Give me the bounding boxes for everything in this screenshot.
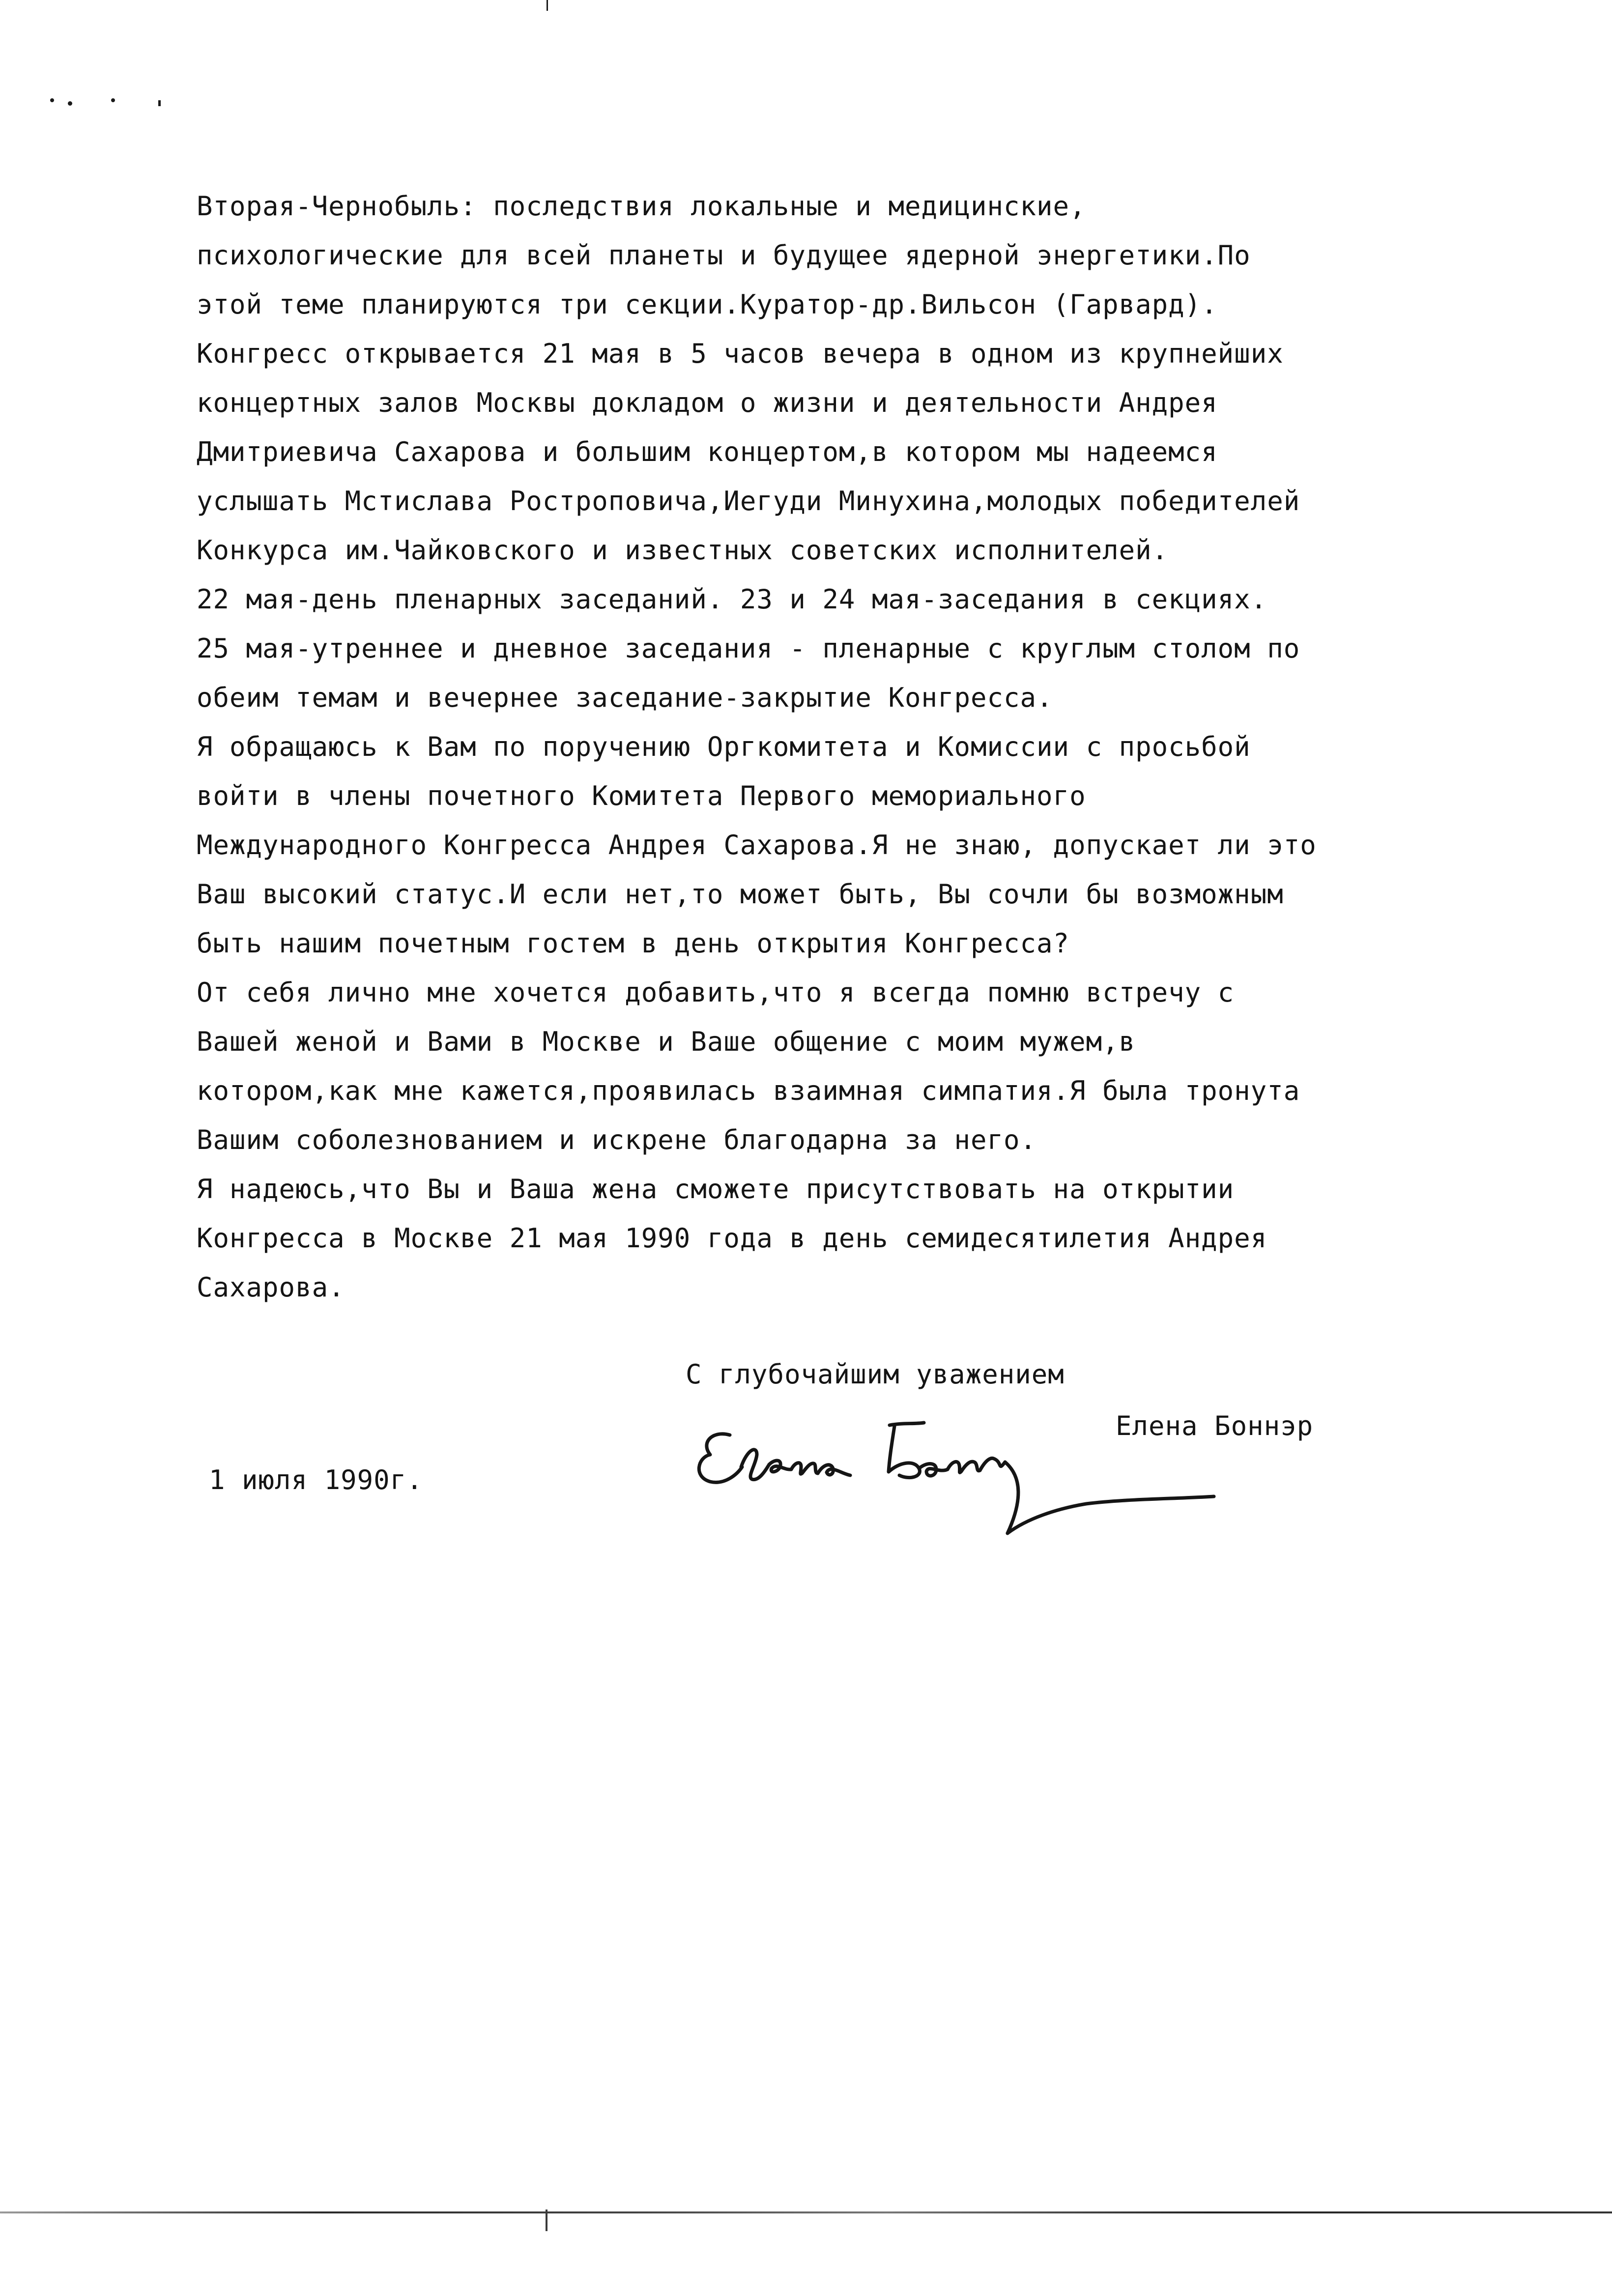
letter-line: концертных залов Москвы докладом о жизни и деятельности Андрея — [197, 387, 1218, 418]
letter-line: Вторая-Чернобыль: последствия локальные и медицинские, — [197, 191, 1086, 222]
letter-line: Дмитриевича Сахарова и большим концертом,в котором мы надеемся — [197, 436, 1218, 467]
letter-line: 22 мая-день пленарных заседаний. 23 и 24 мая-заседания в секциях. — [197, 584, 1267, 615]
letter-line: психологические для всей планеты и будущее ядерной энергетики.По — [197, 240, 1251, 271]
letter-line: Сахарова. — [197, 1272, 345, 1303]
scan-speck — [111, 98, 115, 102]
letter-line: быть нашим почетным гостем в день открытия Конгресса? — [197, 928, 1070, 959]
letter-line: услышать Мстислава Ростроповича,Иегуди Минухина,молодых победителей — [197, 486, 1300, 517]
letter-line: 25 мая-утреннее и дневное заседания - пленарные с круглым столом по — [197, 633, 1300, 664]
scan-bottom-rule — [0, 2211, 1612, 2213]
letter-line: Я обращаюсь к Вам по поручению Оргкомитета и Комиссии с просьбой — [197, 731, 1251, 762]
letter-line: Конкурса им.Чайковского и известных советских исполнителей. — [197, 535, 1169, 566]
letter-line: этой теме планируются три секции.Куратор-др.Вильсон (Гарвард). — [197, 289, 1218, 320]
letter-line: Конгресса в Москве 21 мая 1990 года в день семидесятилетия Андрея — [197, 1223, 1267, 1254]
handwritten-signature — [683, 1415, 1248, 1543]
letter-line: От себя лично мне хочется добавить,что я всегда помню встречу с — [197, 977, 1235, 1008]
scan-speck — [68, 101, 72, 106]
signer-name: Елена Боннэр — [1116, 1410, 1314, 1441]
letter-line: Ваш высокий статус.И если нет,то может быть, Вы сочли бы возможным — [197, 879, 1284, 910]
scan-speck — [50, 98, 54, 102]
letter-line: Международного Конгресса Андрея Сахарова.Я не знаю, допускает ли это — [197, 830, 1317, 861]
letter-body — [197, 182, 1327, 1312]
letter-line: Конгресс открывается 21 мая в 5 часов вечера в одном из крупнейших — [197, 338, 1284, 369]
letter-line: Вашим соболезнованием и искрене благодарна за него. — [197, 1124, 1037, 1155]
scan-speck — [158, 100, 161, 106]
letter-line: Вашей женой и Вами в Москве и Ваше общение с моим мужем,в — [197, 1026, 1136, 1057]
scan-tick-top — [547, 0, 548, 11]
letter-date: 1 июля 1990г. — [209, 1464, 423, 1495]
letter-line: обеим темам и вечернее заседание-закрытие Конгресса. — [197, 682, 1053, 713]
letter-line: котором,как мне кажется,проявилась взаимная симпатия.Я была тронута — [197, 1075, 1300, 1106]
letter-line: войти в члены почетного Комитета Первого мемориального — [197, 780, 1086, 811]
closing-salutation: С глубочайшим уважением — [686, 1359, 1065, 1390]
scan-tick-bottom — [546, 2210, 547, 2231]
letter-line: Я надеюсь,что Вы и Ваша жена сможете присутствовать на открытии — [197, 1174, 1235, 1205]
